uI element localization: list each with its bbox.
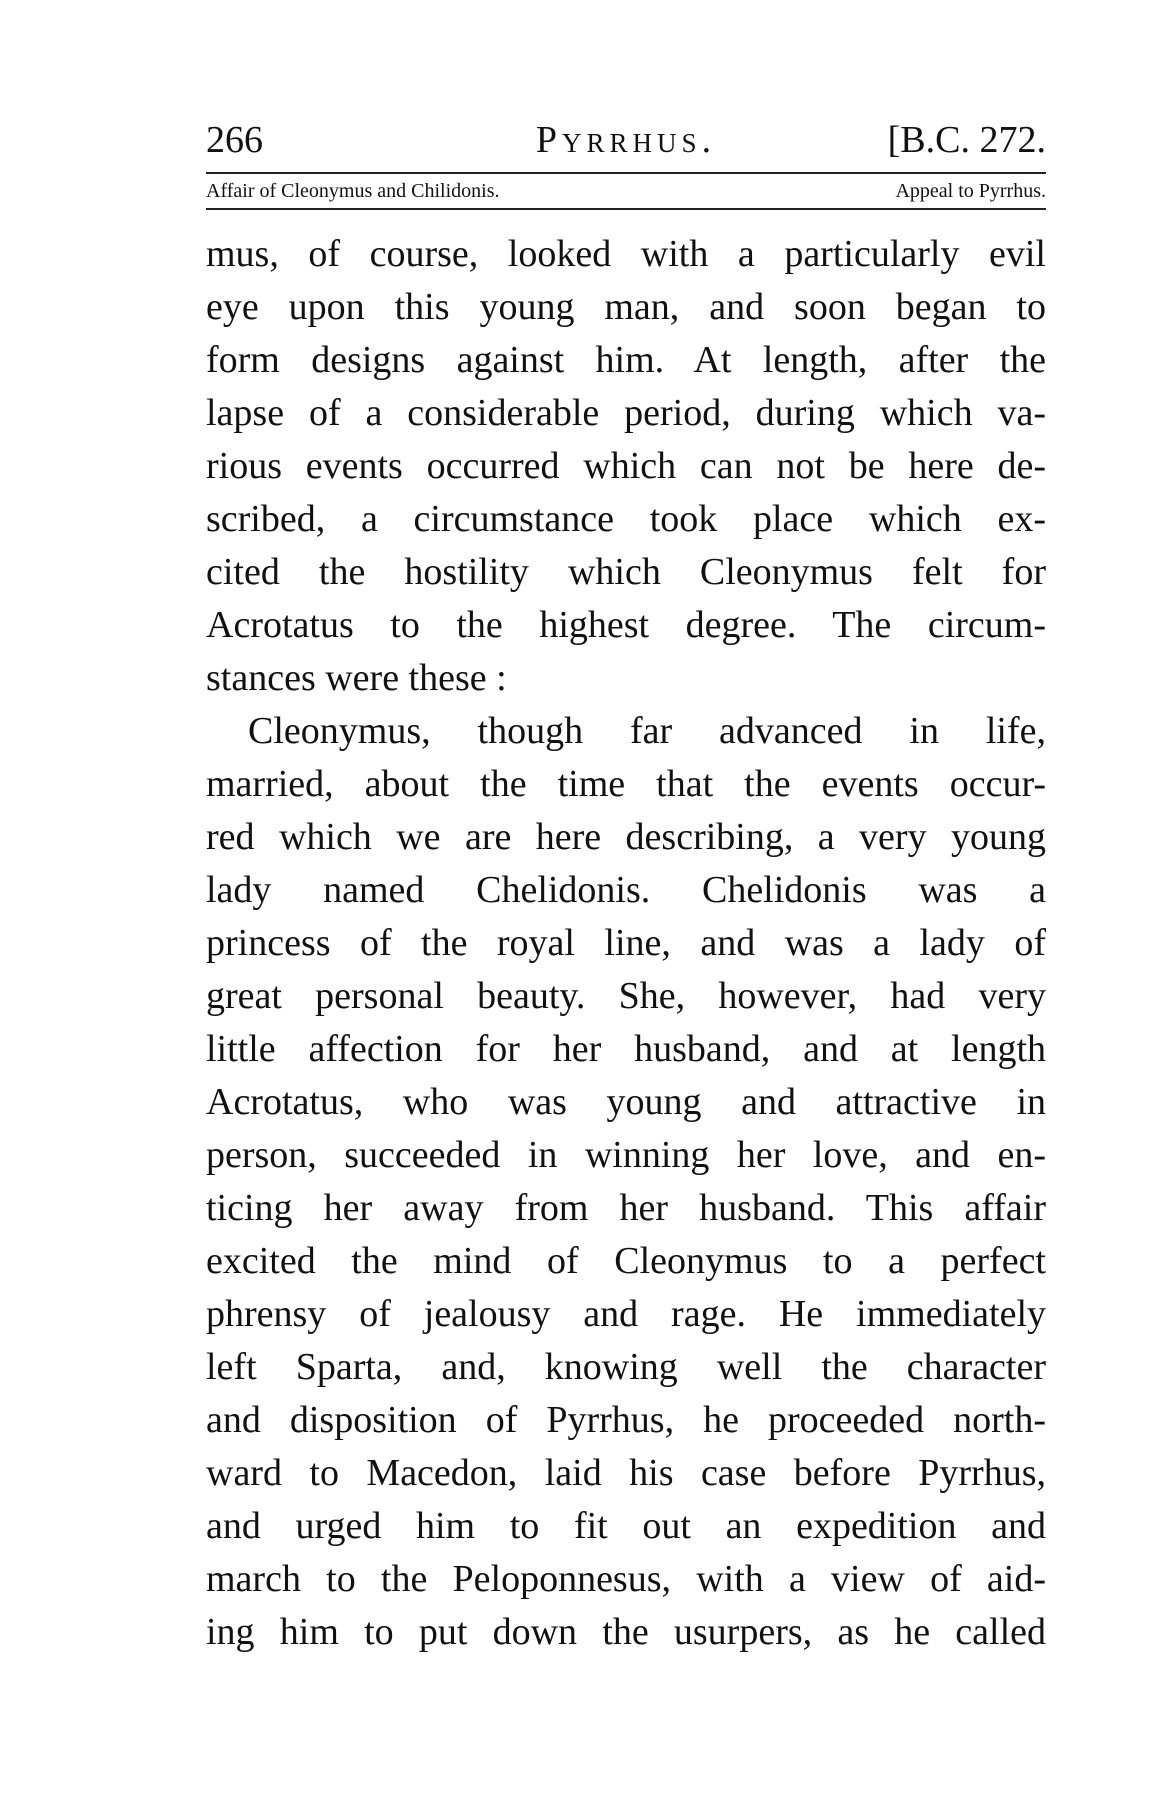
text-line: Cleonymus, though far advanced in life, bbox=[248, 710, 1046, 752]
text-line: Acrotatus, who was young and attractive in bbox=[206, 1081, 1046, 1123]
text-line: Acrotatus to the highest degree. The circum- bbox=[206, 604, 1046, 646]
text-line: person, succeeded in winning her love, and en- bbox=[206, 1134, 1046, 1176]
text-line: great personal beauty. She, however, had very bbox=[206, 975, 1046, 1017]
subhead-right: Appeal to Pyrrhus. bbox=[895, 180, 1046, 202]
text-line: phrensy of jealousy and rage. He immediately bbox=[206, 1293, 1046, 1335]
running-title: Pyrrhus. bbox=[535, 119, 717, 161]
text-line: left Sparta, and, knowing well the character bbox=[206, 1346, 1046, 1388]
text-line: excited the mind of Cleonymus to a perfect bbox=[206, 1240, 1046, 1282]
text-line: eye upon this young man, and soon began to bbox=[206, 286, 1046, 328]
book-page bbox=[206, 110, 1046, 1659]
running-head bbox=[206, 110, 1046, 170]
section-subheads bbox=[206, 174, 1046, 208]
text-line: ticing her away from her husband. This affair bbox=[206, 1187, 1046, 1229]
text-line: lapse of a considerable period, during which va- bbox=[206, 392, 1046, 434]
text-line: scribed, a circumstance took place which ex- bbox=[206, 498, 1046, 540]
text-line: mus, of course, looked with a particularly evil bbox=[206, 233, 1046, 275]
date-reference: [B.C. 272. bbox=[887, 119, 1046, 161]
text-line: rious events occurred which can not be here de- bbox=[206, 445, 1046, 487]
text-line: red which we are here describing, a very young bbox=[206, 816, 1046, 858]
text-line: form designs against him. At length, after the bbox=[206, 339, 1046, 381]
body-text bbox=[206, 228, 1046, 1659]
text-line: married, about the time that the events occur- bbox=[206, 763, 1046, 805]
text-line: ing him to put down the usurpers, as he called bbox=[206, 1611, 1046, 1653]
header-rule-bottom bbox=[206, 208, 1046, 210]
text-line: and urged him to fit out an expedition and bbox=[206, 1505, 1046, 1547]
subhead-left: Affair of Cleonymus and Chilidonis. bbox=[206, 180, 500, 202]
text-line: princess of the royal line, and was a lady of bbox=[206, 922, 1046, 964]
text-line: ward to Macedon, laid his case before Pyrrhus, bbox=[206, 1452, 1046, 1494]
text-line: march to the Peloponnesus, with a view of aid- bbox=[206, 1558, 1046, 1600]
text-line: and disposition of Pyrrhus, he proceeded north- bbox=[206, 1399, 1046, 1441]
text-line: lady named Chelidonis. Chelidonis was a bbox=[206, 869, 1046, 911]
text-line: little affection for her husband, and at length bbox=[206, 1028, 1046, 1070]
text-line: cited the hostility which Cleonymus felt for bbox=[206, 551, 1046, 593]
paragraph-2 bbox=[206, 705, 1046, 1659]
paragraph-1 bbox=[206, 228, 1046, 705]
page-number: 266 bbox=[206, 119, 263, 161]
text-line: stances were these : bbox=[206, 657, 507, 699]
